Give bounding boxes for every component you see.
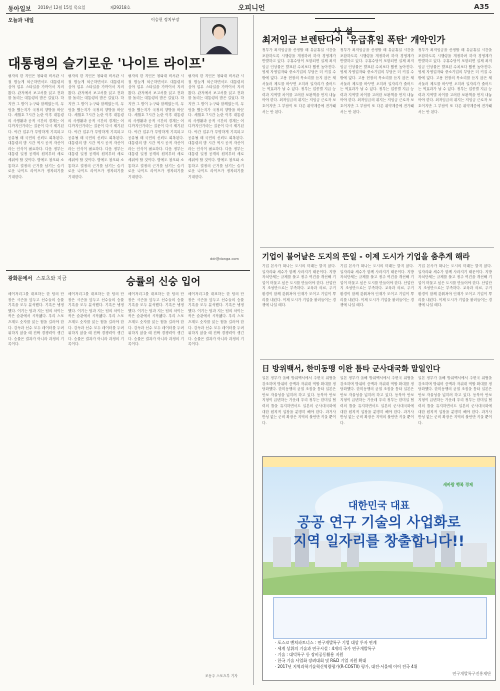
columnist-email[interactable]: ddr@donga.com — [210, 257, 239, 261]
ad-headline-2: 지역 일자리를 창출합니다!! — [293, 534, 465, 550]
sub-column-body-1: 메이저리그를 대표하는 한 팀의 단장은 시즌을 앞두고 선수들의 승률 기록을 모두 분석했다. 기록은 냉정했다. 이기는 팀과 지는 팀의 차이는 작은 습관에서 시작됐다. 우리 스포츠계도 숫자를 읽는 힘을 길러야 한다. 감독과 선수 모두 데이터를 두려워하지 않을 때 진짜 경쟁력이 생긴다. 승률은 결과가 아니라 과정의 기록이다. — [8, 292, 64, 347]
editorial-divider-2 — [260, 359, 494, 360]
masthead-date: 2016년 12월 15일 목요일 — [38, 5, 86, 10]
editorial-3-headline: 日 방위백서, 한미동맹 이완 틈타 군사대국화 말일인다 — [262, 364, 441, 373]
columnist-photo — [200, 17, 238, 55]
editorial-2-headline: 기업이 불어날은 도지의 뜬일 - 이제 도시가 기업을 춤추게 해라 — [262, 252, 470, 261]
sub-column-body-3: 메이저리그를 대표하는 한 팀의 단장은 시즌을 앞두고 선수들의 승률 기록을 모두 분석했다. 기록은 냉정했다. 이기는 팀과 지는 팀의 차이는 작은 습관에서 시작됐다. 우리 스포츠계도 숫자를 읽는 힘을 길러야 한다. 감독과 선수 모두 데이터를 두려워하지 않을 때 진짜 경쟁력이 생긴다. 승률은 결과가 아니라 과정의 기록이다. — [128, 292, 184, 347]
sub-column-body-4: 메이저리그를 대표하는 한 팀의 단장은 시즌을 앞두고 선수들의 승률 기록을 모두 분석했다. 기록은 냉정했다. 이기는 팀과 지는 팀의 차이는 작은 습관에서 시작됐다. 우리 스포츠계도 숫자를 읽는 힘을 길러야 한다. 감독과 선수 모두 데이터를 두려워하지 않을 때 진짜 경쟁력이 생긴다. 승률은 결과가 아니라 과정의 기록이다. — [188, 292, 244, 347]
sub-column-kicker-sub: 스포츠와 지금 — [36, 276, 67, 282]
masthead-rule — [6, 13, 494, 14]
column-headline: 대통령의 슬기로운 '나이트 라이프' — [8, 57, 206, 72]
left-divider — [6, 270, 250, 271]
ad-bullets — [275, 640, 483, 670]
editorial-2-body-3: 기업 본사가 떠나는 도시의 미래는 밝지 않다. 일자리와 세수가 함께 사라지기 때문이다. 지방자치단체는 규제를 풀고 정주 여건을 개선해 기업이 머물고 싶은 도시를 만들어야 한다. 산업단지 조성만으로는 부족하다. 교육과 의료, 주거 환경이 함께 갖춰져야 인재가 모이고 기업이 뿌리를 내린다. 이제 도시가 기업을 불러들이는 경쟁에 나설 때다. — [418, 264, 492, 308]
advertisement[interactable] — [262, 456, 496, 681]
editorial-3-body-3: 일본 정부가 올해 방위백서에서 주변국 위협을 강조하며 방위비 증액과 자위대 역할 확대를 정당화했다. 한미동맹의 균열 조짐을 틈타 일본은 안보 자율성을 넓히려 하고 있다. 동북아 안보 지형이 급변하는 가운데 우리 정부는 한미일 협력의 틀을 유지하면서도 일본의 군사대국화에 대한 원칙적 입장을 분명히 해야 한다. 과거사 반성 없는 군비 확장은 지역의 불안만 키울 뿐이다. — [418, 376, 492, 425]
editorial-label-box — [315, 18, 375, 36]
ad-bullet: · 세계 상위의 기술과 연구시설 : 4개의 국가 연구개발특구 — [275, 646, 376, 651]
editorial-3-body-1: 일본 정부가 올해 방위백서에서 주변국 위협을 강조하며 방위비 증액과 자위대 역할 확대를 정당화했다. 한미동맹의 균열 조짐을 틈타 일본은 안보 자율성을 넓히려 하고 있다. 동북아 안보 지형이 급변하는 가운데 우리 정부는 한미일 협력의 틀을 유지하면서도 일본의 군사대국화에 대한 원칙적 입장을 분명히 해야 한다. 과거사 반성 없는 군비 확장은 지역의 불안만 키울 뿐이다. — [262, 376, 336, 425]
ad-bullet: · 포스코 벤처파트너스 : 연구개발특구 기업 대상 투자 연계 — [275, 640, 377, 645]
column-kicker: 오늘과 내일 — [8, 18, 34, 24]
editorial-2-body-2: 기업 본사가 떠나는 도시의 미래는 밝지 않다. 일자리와 세수가 함께 사라지기 때문이다. 지방자치단체는 규제를 풀고 정주 여건을 개선해 기업이 머물고 싶은 도시를 만들어야 한다. 산업단지 조성만으로는 부족하다. 교육과 의료, 주거 환경이 함께 갖춰져야 인재가 모이고 기업이 뿌리를 내린다. 이제 도시가 기업을 불러들이는 경쟁에 나설 때다. — [340, 264, 414, 308]
masthead-paper: 동아일보 — [8, 6, 32, 13]
editorial-label: 사설 — [333, 27, 357, 36]
ad-bullet: · 한국 기술 사업화 장려대회 및 R&D 기업 지원 확대 — [275, 658, 367, 663]
editorial-1-headline: 최저임금 브렌탄다이 '유급휴일 폭탄' 개악인가 — [262, 36, 446, 46]
sub-column-title: 승률의 신숭 입어 — [126, 277, 201, 288]
column-body-1: 필자의 한 지인은 청와대 비서관 시절 밤늦게 퇴근하면서도 대통령의 심야 업무 스타일을 가까이서 지켜봤다. 관저에서 보고서를 읽고 전화를 돌리는 대통령의 밤은 길었다. 하지만 그 밤이 누구와 함께였는지, 무엇을 했는지가 국정의 향방을 바꾼다. 세월호 7시간 논란 이후 대통령의 사생활과 공적 시간의 경계는 어디까지인가라는 질문이 다시 제기된다. 야간 업무가 투명하게 기록되고 공유될 때 국민의 신뢰도 회복된다. 대통령의 밤 시간 역시 공적 자산이라는 인식이 필요하다. 다음 정부는 대통령 일정 공개의 원칙부터 새로 세워야 할 것이다. 밤에도 참모와 소통하고 결정의 근거를 남기는 슬기로운 나이트 라이프가 정착되기를 기대한다. — [8, 74, 64, 179]
ad-info-box — [273, 597, 487, 639]
masthead-page: A35 — [474, 3, 490, 11]
columnist-byline: 이승헌 정치부장 — [151, 17, 180, 22]
editorial-1-body-1: 정부가 최저임금을 산정할 때 유급휴일 시간을 포함하도록 시행령을 개정하려 하자 경영계가 반발하고 있다. 주휴수당이 포함되면 실제 최저임금 인상률은 발표된 수치보다 훨씬 높아진다. 영세 자영업자와 중소기업의 부담은 더 커질 수밖에 없다. 고용 현장의 목소리를 듣지 않은 채 서둘러 제도를 바꾸면 오히려 일자리가 줄어드는 역효과가 날 수 있다. 정부는 업종별 지급 능력과 지역별 차이를 고려한 보완책을 먼저 내놓아야 한다. 최저임금의 취지는 저임금 근로자 보호이지만 그 부담이 또 다른 취약계층에 전가돼서는 안 된다. — [262, 48, 336, 114]
editorial-3-body-2: 일본 정부가 올해 방위백서에서 주변국 위협을 강조하며 방위비 증액과 자위대 역할 확대를 정당화했다. 한미동맹의 균열 조짐을 틈타 일본은 안보 자율성을 넓히려 하고 있다. 동북아 안보 지형이 급변하는 가운데 우리 정부는 한미일 협력의 틀을 유지하면서도 일본의 군사대국화에 대한 원칙적 입장을 분명히 해야 한다. 과거사 반성 없는 군비 확장은 지역의 불안만 키울 뿐이다. — [340, 376, 414, 425]
sub-column-byline: 조동주 스포츠부 기자 — [205, 674, 238, 678]
editorial-divider-1 — [260, 247, 494, 248]
editorial-1-body-3: 정부가 최저임금을 산정할 때 유급휴일 시간을 포함하도록 시행령을 개정하려 하자 경영계가 반발하고 있다. 주휴수당이 포함되면 실제 최저임금 인상률은 발표된 수치보다 훨씬 높아진다. 영세 자영업자와 중소기업의 부담은 더 커질 수밖에 없다. 고용 현장의 목소리를 듣지 않은 채 서둘러 제도를 바꾸면 오히려 일자리가 줄어드는 역효과가 날 수 있다. 정부는 업종별 지급 능력과 지역별 차이를 고려한 보완책을 먼저 내놓아야 한다. 최저임금의 취지는 저임금 근로자 보호이지만 그 부담이 또 다른 취약계층에 전가돼서는 안 된다. — [418, 48, 492, 114]
ad-banner — [263, 457, 495, 467]
masthead-issue: 제29218호 — [110, 5, 131, 10]
editorial-2-body-1: 기업 본사가 떠나는 도시의 미래는 밝지 않다. 일자리와 세수가 함께 사라지기 때문이다. 지방자치단체는 규제를 풀고 정주 여건을 개선해 기업이 머물고 싶은 도시를 만들어야 한다. 산업단지 조성만으로는 부족하다. 교육과 의료, 주거 환경이 함께 갖춰져야 인재가 모이고 기업이 뿌리를 내린다. 이제 도시가 기업을 불러들이는 경쟁에 나설 때다. — [262, 264, 336, 308]
column-body-2: 필자의 한 지인은 청와대 비서관 시절 밤늦게 퇴근하면서도 대통령의 심야 업무 스타일을 가까이서 지켜봤다. 관저에서 보고서를 읽고 전화를 돌리는 대통령의 밤은 길었다. 하지만 그 밤이 누구와 함께였는지, 무엇을 했는지가 국정의 향방을 바꾼다. 세월호 7시간 논란 이후 대통령의 사생활과 공적 시간의 경계는 어디까지인가라는 질문이 다시 제기된다. 야간 업무가 투명하게 기록되고 공유될 때 국민의 신뢰도 회복된다. 대통령의 밤 시간 역시 공적 자산이라는 인식이 필요하다. 다음 정부는 대통령 일정 공개의 원칙부터 새로 세워야 할 것이다. 밤에도 참모와 소통하고 결정의 근거를 남기는 슬기로운 나이트 라이프가 정착되기를 기대한다. — [68, 74, 124, 179]
ad-org-title: 대한민국 대표 — [348, 501, 410, 512]
ad-footer: 연구개발특구진흥재단 — [452, 671, 491, 676]
editorial-1-body-2: 정부가 최저임금을 산정할 때 유급휴일 시간을 포함하도록 시행령을 개정하려 하자 경영계가 반발하고 있다. 주휴수당이 포함되면 실제 최저임금 인상률은 발표된 수치보다 훨씬 높아진다. 영세 자영업자와 중소기업의 부담은 더 커질 수밖에 없다. 고용 현장의 목소리를 듣지 않은 채 서둘러 제도를 바꾸면 오히려 일자리가 줄어드는 역효과가 날 수 있다. 정부는 업종별 지급 능력과 지역별 차이를 고려한 보완책을 먼저 내놓아야 한다. 최저임금의 취지는 저임금 근로자 보호이지만 그 부담이 또 다른 취약계층에 전가돼서는 안 된다. — [340, 48, 414, 114]
ad-bullet: · 2017년 지역과학기술혁신역량평가(R-COSTII) 평가, 대전·서울에 이어 전국 4위 — [275, 664, 418, 669]
ad-headline-1: 공공 연구 기술의 사업화로 — [297, 515, 461, 531]
sub-column-kicker: 광화문에서 — [8, 276, 33, 282]
sub-column-body-2: 메이저리그를 대표하는 한 팀의 단장은 시즌을 앞두고 선수들의 승률 기록을 모두 분석했다. 기록은 냉정했다. 이기는 팀과 지는 팀의 차이는 작은 습관에서 시작됐다. 우리 스포츠계도 숫자를 읽는 힘을 길러야 한다. 감독과 선수 모두 데이터를 두려워하지 않을 때 진짜 경쟁력이 생긴다. 승률은 결과가 아니라 과정의 기록이다. — [68, 292, 124, 347]
page-center-rule — [253, 15, 254, 685]
ad-logo-text: 새바람 행복 경제 — [443, 482, 473, 487]
column-body-4: 필자의 한 지인은 청와대 비서관 시절 밤늦게 퇴근하면서도 대통령의 심야 업무 스타일을 가까이서 지켜봤다. 관저에서 보고서를 읽고 전화를 돌리는 대통령의 밤은 길었다. 하지만 그 밤이 누구와 함께였는지, 무엇을 했는지가 국정의 향방을 바꾼다. 세월호 7시간 논란 이후 대통령의 사생활과 공적 시간의 경계는 어디까지인가라는 질문이 다시 제기된다. 야간 업무가 투명하게 기록되고 공유될 때 국민의 신뢰도 회복된다. 대통령의 밤 시간 역시 공적 자산이라는 인식이 필요하다. 다음 정부는 대통령 일정 공개의 원칙부터 새로 세워야 할 것이다. 밤에도 참모와 소통하고 결정의 근거를 남기는 슬기로운 나이트 라이프가 정착되기를 기대한다. — [188, 74, 244, 179]
ad-logo — [443, 471, 489, 489]
column-body-3: 필자의 한 지인은 청와대 비서관 시절 밤늦게 퇴근하면서도 대통령의 심야 업무 스타일을 가까이서 지켜봤다. 관저에서 보고서를 읽고 전화를 돌리는 대통령의 밤은 길었다. 하지만 그 밤이 누구와 함께였는지, 무엇을 했는지가 국정의 향방을 바꾼다. 세월호 7시간 논란 이후 대통령의 사생활과 공적 시간의 경계는 어디까지인가라는 질문이 다시 제기된다. 야간 업무가 투명하게 기록되고 공유될 때 국민의 신뢰도 회복된다. 대통령의 밤 시간 역시 공적 자산이라는 인식이 필요하다. 다음 정부는 대통령 일정 공개의 원칙부터 새로 세워야 할 것이다. 밤에도 참모와 소통하고 결정의 근거를 남기는 슬기로운 나이트 라이프가 정착되기를 기대한다. — [128, 74, 184, 179]
masthead-section: 오피니언 — [238, 4, 266, 12]
ad-bullet: · 기술 : 대덕특구 등 장비공동활용 지원 — [275, 652, 344, 657]
